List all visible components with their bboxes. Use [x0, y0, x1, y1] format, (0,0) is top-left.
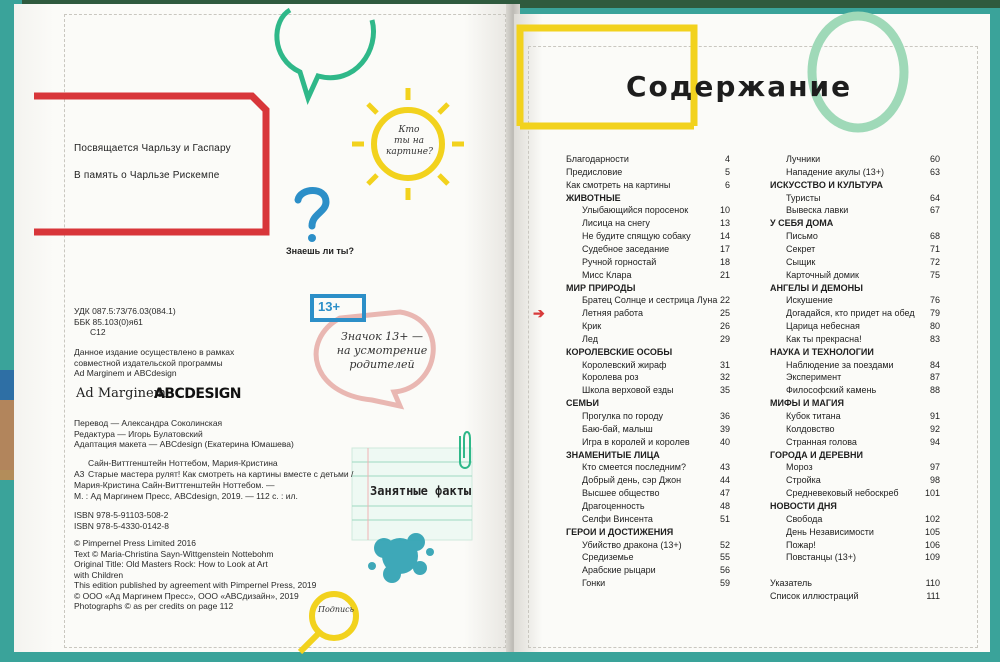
toc-page-number: 72	[929, 257, 940, 267]
biblio-line: Мария-Кристина Сайн-Виттгенштейн Ноттебом. —	[74, 480, 275, 490]
toc-entry: Высшее общество	[582, 488, 660, 498]
toc-entry: Средиземье	[582, 552, 634, 562]
toc-entry: Братец Солнце и сестрица Луна	[582, 295, 718, 305]
sun-caption-line: картине?	[386, 147, 433, 157]
toc-page-number: 18	[719, 257, 730, 267]
toc-entry: Наблюдение за поездами	[786, 360, 894, 370]
toc-page-number: 52	[719, 540, 730, 550]
toc-section-heading: ГОРОДА И ДЕРЕВНИ	[770, 450, 864, 460]
toc-page-number: 31	[719, 360, 730, 370]
biblio-code: A3	[74, 469, 85, 479]
toc-entry: Лисица на снегу	[582, 218, 650, 228]
toc-entry: Вывеска лавки	[786, 205, 849, 215]
toc-entry: Королевский жираф	[582, 360, 667, 370]
toc-entry: Улыбающийся поросенок	[582, 205, 689, 215]
toc-section-heading: НОВОСТИ ДНЯ	[770, 501, 837, 511]
toc-entry: Повстанцы (13+)	[786, 552, 857, 562]
toc-page-number: 29	[719, 334, 730, 344]
dedication-1: Посвящается Чарльзу и Гаспару	[74, 143, 231, 154]
toc-page-number: 63	[929, 167, 940, 177]
toc-entry: День Независимости	[786, 527, 874, 537]
toc-page-number: 91	[929, 411, 940, 421]
toc-page-number: 32	[719, 372, 730, 382]
sun-caption-line: ты на	[393, 136, 425, 146]
toc-entry: Царица небесная	[786, 321, 860, 331]
arrow-icon: ➔	[533, 305, 545, 321]
catalog-line: ББК 85.103(0)я61	[74, 316, 143, 327]
toc-entry: Предисловие	[566, 167, 623, 177]
biblio-line: Старые мастера рулят! Как смотреть на картины вместе с детьми /	[88, 469, 354, 479]
credit-line: Адаптация макета — ABCdesign (Екатерина Юмашева)	[74, 439, 294, 449]
toc-entry: Добрый день, сэр Джон	[582, 475, 682, 485]
toc-entry: Как смотреть на картины	[566, 180, 671, 190]
toc-section-heading: МИФЫ И МАГИЯ	[770, 398, 844, 408]
toc-left-column	[566, 154, 732, 614]
toc-entry: Гонки	[582, 578, 606, 588]
toc-page-number: 25	[719, 308, 730, 318]
edition-note-line: Данное издание осуществлено в рамках	[74, 347, 235, 357]
age-note-line: родителей	[349, 358, 415, 371]
toc-section-heading: ЖИВОТНЫЕ	[566, 193, 621, 203]
copyright-line: © ООО «Ад Маргинем Пресс», ООО «ABCдизайн», 2019	[74, 590, 299, 601]
copyright-line: © Pimpernel Press Limited 2016	[74, 538, 197, 548]
toc-page-number: 92	[929, 424, 940, 434]
toc-page-number: 109	[924, 552, 940, 562]
toc-page-number: 48	[719, 501, 730, 511]
toc-page-number: 67	[929, 205, 940, 215]
toc-entry: Игра в королей и королев	[582, 437, 690, 447]
toc-page-number: 106	[924, 540, 940, 550]
toc-entry: Мороз	[786, 462, 813, 472]
toc-page-number: 105	[924, 527, 940, 537]
toc-entry: Драгоценность	[582, 501, 645, 511]
toc-page-number: 94	[929, 437, 940, 447]
toc-section-heading: ИСКУССТВО И КУЛЬТУРА	[770, 180, 883, 190]
toc-page-number: 40	[719, 437, 730, 447]
catalog-line: C12	[90, 327, 106, 337]
toc-entry: Искушение	[786, 295, 833, 305]
toc-section-heading: У СЕБЯ ДОМА	[770, 218, 834, 228]
copyright-line: with Children	[74, 569, 124, 580]
toc-page-number: 17	[719, 244, 730, 254]
toc-entry: Странная голова	[786, 437, 857, 447]
toc-entry: Летняя работа	[582, 308, 643, 318]
toc-page-number: 6	[724, 180, 730, 190]
toc-entry: Прогулка по городу	[582, 411, 663, 421]
toc-page-number: 14	[719, 231, 730, 241]
credit-line: Редактура — Игорь Булатовский	[74, 428, 203, 439]
toc-entry: Карточный домик	[786, 270, 859, 280]
toc-page-number: 44	[719, 475, 730, 485]
toc-page-number: 84	[929, 360, 940, 370]
toc-page-number: 39	[719, 424, 730, 434]
biblio-line: М. : Ад Маргинем Пресс, ABCdesign, 2019. — 112 с. : ил.	[74, 490, 298, 501]
toc-entry: Секрет	[786, 244, 816, 254]
toc-entry: Догадайся, кто придет на обед	[786, 308, 915, 318]
toc-entry: Убийство дракона (13+)	[582, 540, 682, 550]
toc-entry: Письмо	[786, 231, 818, 241]
toc-entry: Лед	[582, 334, 598, 344]
facts-label: Занятные факты	[370, 484, 472, 498]
edition-note-line: совместной издательской программы	[74, 357, 223, 368]
toc-entry: Судебное заседание	[582, 244, 670, 254]
toc-page-number: 71	[929, 244, 940, 254]
credit-line: Перевод — Александра Соколинская	[74, 418, 223, 428]
publisher-logo-ad-marginem: Ad Marginem	[76, 386, 166, 401]
toc-section-heading: ГЕРОИ И ДОСТИЖЕНИЯ	[566, 527, 674, 537]
toc-entry: Арабские рыцари	[582, 565, 656, 575]
toc-entry: Мисс Клара	[582, 270, 632, 280]
isbn-line: ISBN 978-5-91103-508-2	[74, 510, 169, 520]
toc-section-heading: СЕМЬИ	[566, 398, 599, 408]
toc-page-number: 51	[719, 514, 730, 524]
toc-page-number: 36	[719, 411, 730, 421]
toc-entry: Королева роз	[582, 372, 639, 382]
toc-entry: Стройка	[786, 475, 821, 485]
toc-page-number: 13	[719, 218, 730, 228]
copyright-line: This edition published by agreement with Pimpernel Press, 2019	[74, 580, 317, 590]
toc-page-number: 60	[929, 154, 940, 164]
age-note-line: Значок 13+ —	[341, 330, 423, 343]
toc-page-number: 79	[929, 308, 940, 318]
toc-entry: Благодарности	[566, 154, 629, 164]
toc-page-number: 55	[719, 552, 730, 562]
toc-page-number: 64	[929, 193, 940, 203]
dedication-2: В память о Чарльзе Рискемпе	[74, 170, 220, 181]
toc-entry: Баю-бай, малыш	[582, 424, 653, 434]
toc-title: Содержание	[626, 70, 853, 103]
toc-entry: Средневековый небоскреб	[786, 488, 899, 498]
toc-page-number: 56	[719, 565, 730, 575]
toc-page-number: 75	[929, 270, 940, 280]
copyright-line: Photographs © as per credits on page 112	[74, 601, 234, 611]
copyright-line: Original Title: Old Masters Rock: How to Look at Art	[74, 559, 268, 569]
toc-entry: Не будите спящую собаку	[582, 231, 691, 241]
toc-page-number: 88	[929, 385, 940, 395]
toc-page-number: 5	[724, 167, 730, 177]
question-label: Знаешь ли ты?	[286, 246, 354, 256]
toc-entry: Список иллюстраций	[770, 591, 859, 601]
copyright-line: Text © Maria-Christina Sayn-Wittgenstein Nottebohm	[74, 548, 274, 559]
toc-page-number: 47	[719, 488, 730, 498]
toc-page-number: 10	[719, 205, 730, 215]
toc-page-number: 68	[929, 231, 940, 241]
toc-entry: Селфи Винсента	[582, 514, 653, 524]
toc-page-number: 59	[719, 578, 730, 588]
toc-page-number: 97	[929, 462, 940, 472]
toc-section-heading: МИР ПРИРОДЫ	[566, 283, 636, 293]
toc-entry: Указатель	[770, 578, 812, 588]
toc-page-number: 110	[925, 578, 940, 588]
publisher-logo-abcdesign: ABCDESIGN	[154, 386, 241, 402]
toc-entry: Колдовство	[786, 424, 835, 434]
toc-entry: Кто смеется последним?	[582, 462, 686, 472]
toc-entry: Свобода	[786, 514, 823, 524]
toc-page-number: 26	[719, 321, 730, 331]
toc-entry: Философский камень	[786, 385, 877, 395]
toc-page-number: 87	[929, 372, 940, 382]
toc-entry: Туристы	[786, 193, 821, 203]
toc-entry: Крик	[582, 321, 602, 331]
toc-section-heading: АНГЕЛЫ И ДЕМОНЫ	[770, 283, 863, 293]
toc-page-number: 76	[929, 295, 940, 305]
toc-page-number: 35	[719, 385, 730, 395]
age-badge: 13+	[318, 299, 341, 314]
toc-entry: Нападение акулы (13+)	[786, 167, 884, 177]
toc-right-column	[770, 154, 940, 614]
toc-page-number: 80	[929, 321, 940, 331]
toc-page-number: 101	[924, 488, 940, 498]
edition-note-line: Ad Marginem и ABCdesign	[74, 368, 177, 378]
toc-entry: Пожар!	[786, 540, 816, 550]
catalog-line: УДК 087.5:73/76.03(084.1)	[74, 306, 176, 316]
toc-section-heading: КОРОЛЕВСКИЕ ОСОБЫ	[566, 347, 673, 357]
toc-page-number: 4	[724, 154, 730, 164]
toc-page-number: 43	[719, 462, 730, 472]
toc-entry: Эксперимент	[786, 372, 842, 382]
toc-entry: Лучники	[786, 154, 821, 164]
toc-entry: Ручной горностай	[582, 257, 657, 267]
toc-page-number: 21	[719, 270, 730, 280]
toc-page-number: 98	[929, 475, 940, 485]
toc-page-number: 22	[719, 295, 730, 305]
toc-section-heading: НАУКА И ТЕХНОЛОГИИ	[770, 347, 874, 357]
toc-entry: Сыщик	[786, 257, 816, 267]
toc-page-number: 83	[929, 334, 940, 344]
biblio-author: Сайн-Виттгенштейн Ноттебом, Мария-Кристина	[88, 458, 278, 468]
toc-entry: Как ты прекрасна!	[786, 334, 862, 344]
sun-caption-line: Кто	[398, 125, 420, 135]
toc-page-number: 102	[924, 514, 940, 524]
toc-entry: Кубок титана	[786, 411, 841, 421]
isbn-line: ISBN 978-5-4330-0142-8	[74, 520, 169, 531]
toc-entry: Школа верховой езды	[582, 385, 674, 395]
age-note-line: на усмотрение	[336, 344, 428, 357]
caption-label: Подпись	[318, 605, 355, 614]
toc-section-heading: ЗНАМЕНИТЫЕ ЛИЦА	[566, 450, 660, 460]
toc-page-number: 111	[926, 591, 940, 601]
